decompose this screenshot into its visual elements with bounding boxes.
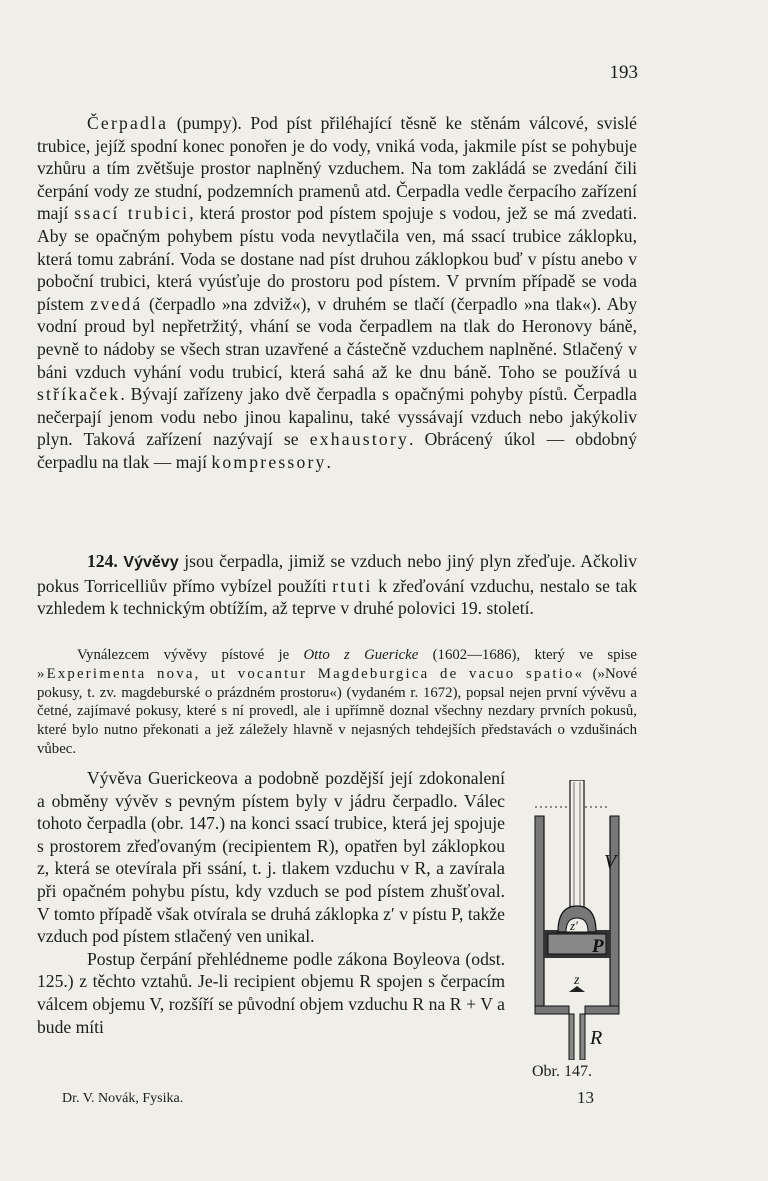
footer-signature: 13 — [577, 1088, 594, 1107]
label-r: R — [590, 1027, 603, 1049]
figure-caption: Obr. 147. — [532, 1063, 592, 1080]
section-number: 124. — [87, 551, 118, 571]
footer-author: Dr. V. Novák, Fysika. — [62, 1091, 184, 1106]
term-ssaci-trubici: ssací trubici — [74, 203, 190, 224]
paragraph-postup: Postup čerpání přehlédneme podle zákona Boyleova (odst. 125.) z těchto vztahů. Je-li recipient objemu R spojen s čerpacím válcem objemu V, rozšíří se původní objem vzduchu R na R + V a bude míti — [37, 948, 505, 1037]
paragraph-guerickeova: Vývěva Guerickeova a podobně pozdější její zdokonalení a obměny vývěv s pevným pístem byly v jádru čerpadlo. Válec tohoto čerpadla (obr. 147.) na konci ssací trubice, která jej spojuje s prostorem zřeďovaným (recipientem R), opatřen byl záklopkou z, která se otevírala při ssání, t. j. tlakem vzduchu v R, a zavírala při opačném pohybu pístu, kdy vzduch se pod pístem zhušťoval. V tomto případě však otvírala se druhá záklopka z′ v pístu P, takže vzduch pod pístem stlačený ven unikal. Postup čerpání přehlédneme podle zákona Boyleova (odst. 125.) z těchto vztahů. Je-li recipient objemu R spojen s čerpacím válcem objemu V, rozšíří se původní objem vzduchu R na R + V a bude míti — [37, 768, 505, 1037]
term-rtuti: rtuti — [332, 575, 373, 596]
cylinder-left-wall — [535, 816, 544, 1014]
pump-figure — [530, 780, 625, 1060]
name-guericke: Otto z Guericke — [303, 647, 419, 663]
cylinder-bottom-right — [585, 1006, 619, 1014]
label-p: P — [592, 936, 604, 957]
term-strikacek: stříkaček — [37, 384, 121, 405]
label-z-prime: z′ — [570, 918, 578, 933]
suction-tube-left — [569, 1014, 574, 1060]
term-kompresory: kompressory — [211, 451, 327, 472]
label-z: z — [574, 973, 580, 988]
label-v: V — [604, 851, 617, 873]
term-exhaustory: exhaustory — [309, 429, 409, 450]
term-zveda: zvedá — [90, 293, 143, 314]
cylinder-bottom-left — [535, 1006, 569, 1014]
book-title: »Experimenta nova, ut vocantur Magdeburgica de vacuo spatio« — [37, 665, 585, 682]
suction-tube-right — [580, 1014, 585, 1060]
piston-rod — [570, 780, 584, 910]
paragraph-cerpadla: Čerpadla (pumpy). Pod píst přiléhající těsně ke stěnám válcové, svislé trubice, jejíž spodní konec ponořen je do vody, vniká voda, jakmile píst se pohybuje vzhůru a tím zvětšuje prostor naplněný vzduchem. Na tom zakládá se zvedání čili čerpání vody ze studní, podzemních pramenů atd. Čerpadla vedle čerpacího zařízení mají ssací trubici, která prostor pod pístem spojuje s vodou, jež se má zvedati. Aby se opačným pohybem pístu voda nevytlačila ven, má ssací trubice záklopku, která tomu zabrání. Voda se dostane nad píst druhou záklopkou buď v pístu anebo v poboční trubici, která vyúsťuje do prostoru pod pístem. V prvním případě se voda pístem zvedá (čerpadlo »na zdviž«), v druhém se tlačí (čerpadlo »na tlak«). Aby vodní proud byl nepřetržitý, vhání se voda čerpadlem na tlak do Heronovy báně, pevně to nádoby se všech stran uzavřené a částečně vzduchem naplněné. Stlačený v báni vzduch vyhání vodu trubicí, která sahá až ke dnu báně. Toho se používá u stříkaček. Bývají zařízeny jako dvě čerpadla s opačnými pohyby pístů. Čerpadla nečerpají jenom vodu nebo jinou kapalinu, také vyssávají vzduch nebo jakýkoliv plyn. Taková zařízení nazývají se exhaustory. Obrácený úkol — obdobný čerpadlu na tlak — mají kompressory. — [37, 113, 638, 472]
small-print-paragraph: Vynálezcem vývěvy pístové je Otto z Guericke (1602—1686), který ve spise »Experimenta nova, ut vocantur Magdeburgica de vacuo spatio« (»Nové pokusy, t. zv. magdeburské o prázdném prostoru«) (vydaném r. 1672), popsal nejen první vývěvu a četné, zajímavé pokusy, které s ní provedl, ale i upřímně doznal všechny nezdary prvních pokusů, které bylo nutno překonati a jež záležely hlavně v nejasných tehdejších představách o vzdušinách vůbec. — [37, 647, 638, 757]
paragraph-vyvevy: 124. Vývěvy jsou čerpadla, jimiž se vzduch nebo jiný plyn zřeďuje. Ačkoliv pokus Torricelliův přímo vybízel použíti rtuti k zřeďování vzduchu, nestalo se tak vzhledem k technickým obtížím, až teprve v druhé polovici 19. století. — [37, 551, 637, 619]
page-number: 193 — [609, 62, 638, 83]
term-vyvevy: Vývěvy — [123, 554, 179, 571]
cylinder-right-wall — [610, 816, 619, 1014]
term-cerpadla: Čerpadla — [87, 113, 169, 133]
